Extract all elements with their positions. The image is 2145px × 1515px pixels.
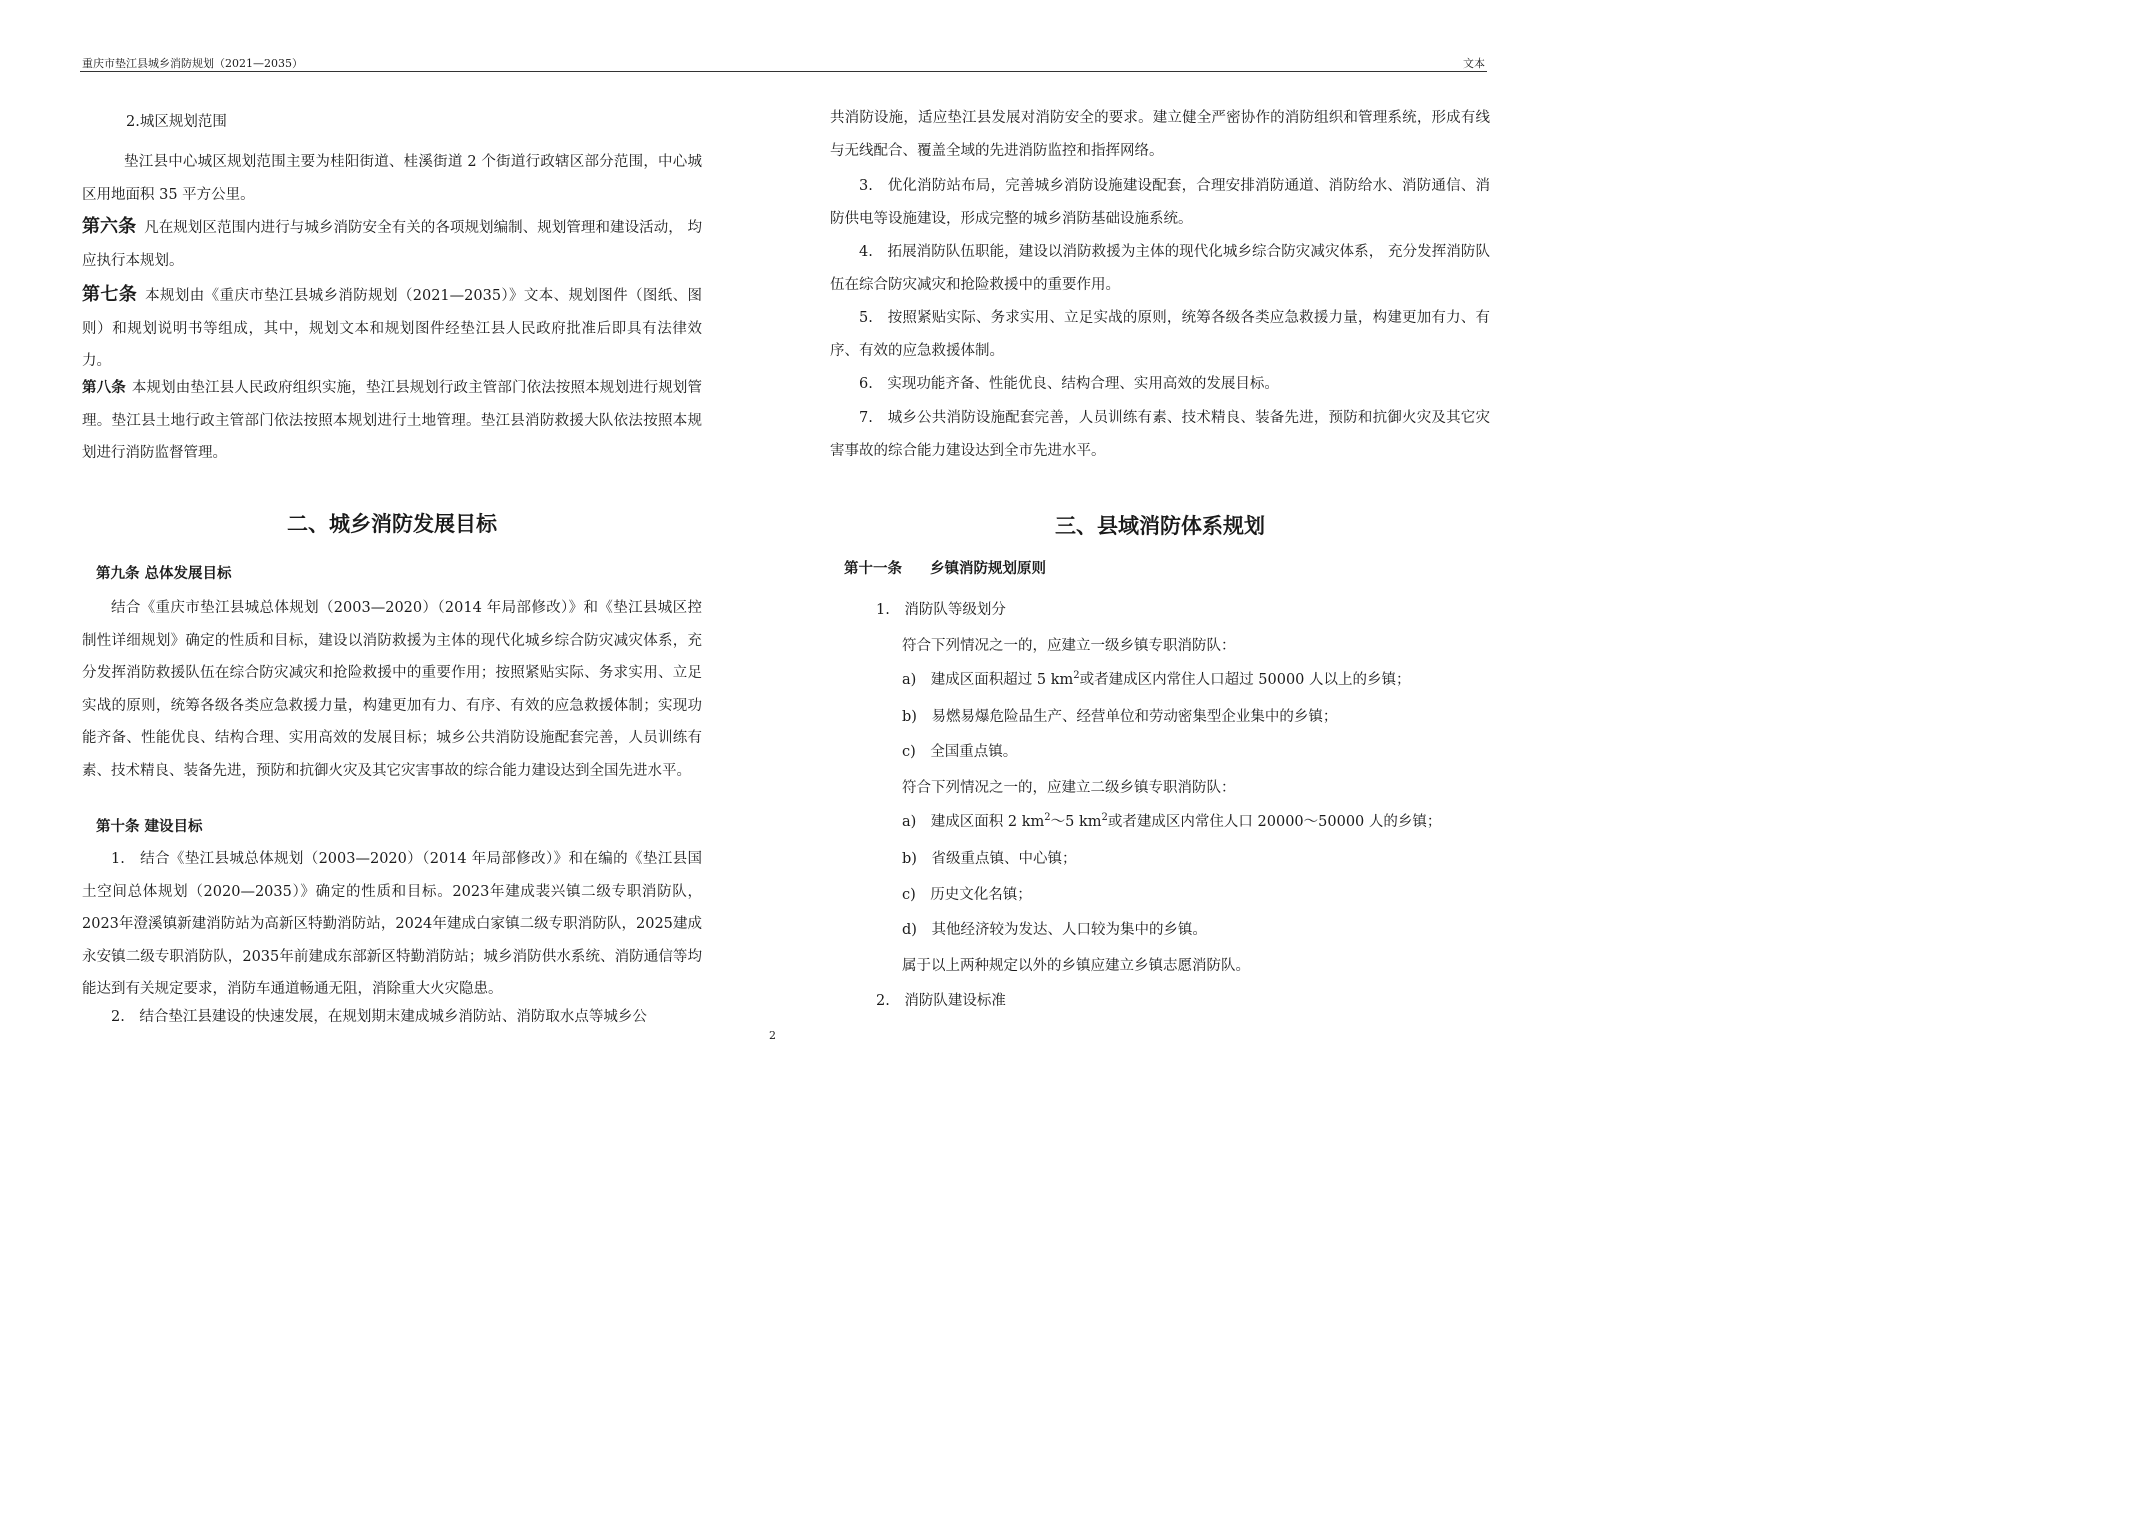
goal-item-7: 7. 城乡公共消防设施配套完善，人员训练有素、技术精良、装备先进，预防和抗御火灾及其它灾害事故的综合能力建设达到全市先进水平。 [830,410,1490,459]
list-item: 属于以上两种规定以外的乡镇应建立乡镇志愿消防队。 [902,958,1250,974]
list-item: 1. 消防队等级划分 [876,602,1006,618]
list-item: 符合下列情况之一的，应建立二级乡镇专职消防队： [902,780,1236,796]
paragraph-urban-scope: 垫江县中心城区规划范围主要为桂阳街道、桂溪街道 2 个街道行政辖区部分范围，中心城区用地面积 35 平方公里。 [82,154,702,203]
list-item: a) 建成区面积超过 5 $km^2$或者建成区内常住人口超过 50000 人以上的乡镇； [902,670,1411,688]
list-item: c) 全国重点镇。 [902,744,1018,760]
article-10-item-2: 2. 结合垫江县建设的快速发展，在规划期末建成城乡消防站、消防取水点等城乡公 [111,1009,647,1025]
section-subheading: 2.城区规划范围 [126,114,227,130]
goal-item-6: 6. 实现功能齐备、性能优良、结构合理、实用高效的发展目标。 [859,376,1279,392]
list-item: c) 历史文化名镇； [902,887,1032,903]
goal-item-3: 3. 优化消防站布局，完善城乡消防设施建设配套，合理安排消防通道、消防给水、消防通信、消防供电等设施建设，形成完整的城乡消防基础设施系统。 [830,178,1490,227]
article-8-label: 第八条 [82,379,126,396]
list-item: d) 其他经济较为发达、人口较为集中的乡镇。 [902,922,1207,938]
article-11-label: 第十一条 [844,561,902,577]
article-8-text: 本规划由垫江县人民政府组织实施，垫江县规划行政主管部门依法按照本规划进行规划管理。垫江县土地行政主管部门依法按照本规划进行土地管理。垫江县消防救援大队依法按照本规划进行消防监督管理。 [82,380,703,461]
running-header-doc-type: 文本 [1463,57,1485,70]
header-divider [80,71,1487,72]
article-9-text: 结合《重庆市垫江县城总体规划（2003—2020）（2014 年局部修改）》和《垫江县城区控制性详细规划》确定的性质和目标，建设以消防救援为主体的现代化城乡综合防灾减灾体系，充分发挥消防救援队伍在综合防灾减灾和抢险救援中的重要作用；按照紧贴实际、务求实用、立足实战的原则，统筹各级各类应急救援力量，构建更加有力、有序、有效的应急救援体制；实现功能齐备、性能优良、结构合理、实用高效的发展目标；城乡公共消防设施配套完善，人员训练有素、技术精良、装备先进，预防和抗御火灾及其它灾害事故的综合能力建设达到全国先进水平。 [82,600,702,779]
article-7 [82,279,702,378]
article-11-heading [844,557,1046,578]
list-item: 符合下列情况之一的，应建立一级乡镇专职消防队： [902,638,1236,654]
page-number: 2 [769,1029,776,1042]
goal-item-4: 4. 拓展消防队伍职能，建设以消防救援为主体的现代化城乡综合防灾减灾体系， 充分发挥消防队伍在综合防灾减灾和抢险救援中的重要作用。 [830,244,1490,293]
article-10-heading: 第十条 建设目标 [96,819,203,835]
list-item: 2. 消防队建设标准 [876,993,1006,1009]
article-7-label: 第七条 [82,284,138,305]
article-6 [82,211,702,277]
continued-paragraph: 共消防设施，适应垫江县发展对消防安全的要求。建立健全严密协作的消防组织和管理系统，形成有线与无线配合、覆盖全域的先进消防监控和指挥网络。 [830,110,1490,159]
article-11-title: 乡镇消防规划原则 [930,561,1046,577]
section-2-title: 二、城乡消防发展目标 [287,512,497,536]
article-6-label: 第六条 [82,216,137,237]
article-10-item-1: 1. 结合《垫江县城总体规划（2003—2020）（2014 年局部修改）》和在编的《垫江县国土空间总体规划（2020—2035）》确定的性质和目标。2023年建成裴兴镇二级专职消防队，2023年澄溪镇新建消防站为高新区特勤消防站，2024年建成白家镇二级专职消防队，2025建成永安镇二级专职消防队，2035年前建成东部新区特勤消防站；城乡消防供水系统、消防通信等均能达到有关规定要求，消防车通道畅通无阻，消除重大火灾隐患。 [82,851,702,997]
article-7-text: 本规划由《重庆市垫江县城乡消防规划（2021—2035）》文本、规划图件（图纸、图则）和规划说明书等组成，其中，规划文本和规划图件经垫江县人民政府批准后即具有法律效力。 [82,288,702,369]
article-6-text: 凡在规划区范围内进行与城乡消防安全有关的各项规划编制、规划管理和建设活动， 均应执行本规划。 [82,220,703,269]
article-8 [82,372,702,470]
list-item: b) 省级重点镇、中心镇； [902,851,1077,867]
running-header-title: 重庆市垫江县城乡消防规划（2021—2035） [82,57,303,70]
list-item: a) 建成区面积 2 $km^2\sim 5$ $km^2$或者建成区内常住人口 20000～50000 人的乡镇； [902,812,1442,830]
article-9-heading: 第九条 总体发展目标 [96,566,232,582]
section-3-title: 三、县域消防体系规划 [1055,514,1265,538]
goal-item-5: 5. 按照紧贴实际、务求实用、立足实战的原则，统筹各级各类应急救援力量，构建更加有力、有序、有效的应急救援体制。 [830,310,1490,359]
list-item: b) 易燃易爆危险品生产、经营单位和劳动密集型企业集中的乡镇； [902,709,1338,725]
